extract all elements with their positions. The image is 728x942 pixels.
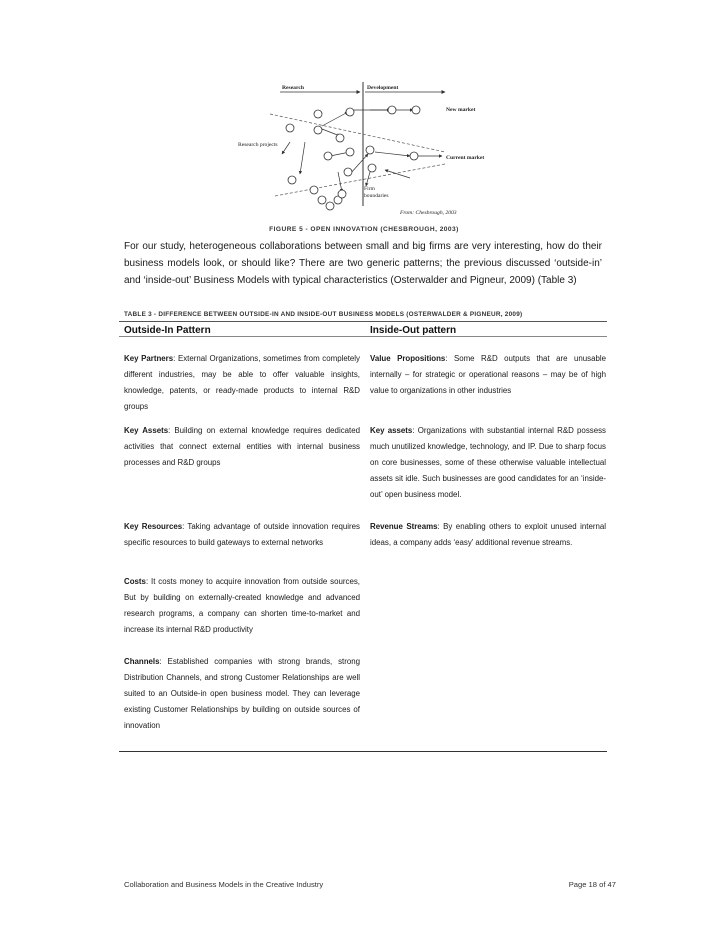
flow-arrow: [350, 154, 368, 174]
development-label: Development: [367, 85, 399, 91]
project-circle: [410, 152, 418, 160]
cell-text: : External Organizations, sometimes from completely different industries, may be able to offer valuable insights, knowledge, patents, or ready-made products to internal R&D groups: [124, 354, 361, 411]
cell-key-assets: [124, 423, 360, 471]
new-market-label: New market: [446, 107, 476, 113]
project-circle: [310, 186, 318, 194]
flow-arrow: [322, 112, 348, 126]
project-circle: [388, 106, 396, 114]
cell-key-partners: [124, 351, 360, 415]
project-circle: [314, 126, 322, 134]
cell-term: Key Partners: [124, 354, 174, 363]
page-number: Page 18 of 47: [568, 880, 616, 889]
cell-term: Revenue Streams: [370, 522, 438, 531]
project-circle: [366, 146, 374, 154]
flow-arrow: [300, 142, 305, 174]
table-bottom-rule: [119, 751, 607, 752]
header-inside-out: Inside-Out pattern: [370, 325, 457, 336]
project-circle: [324, 152, 332, 160]
project-circle: [286, 124, 294, 132]
source-label: From: Chesbrough, 2003: [400, 210, 457, 216]
flow-arrow: [338, 172, 342, 192]
cell-revenue-streams: [370, 519, 606, 551]
project-circle: [368, 164, 376, 172]
header-outside-in: Outside-In Pattern: [124, 325, 211, 336]
cell-text: : Building on external knowledge requires dedicated activities that connect external entities with internal business processes and R&D groups: [124, 426, 360, 467]
cell-text: : It costs money to acquire innovation from outside sources, But by building on externally-created knowledge and advanced research programs, a company can shorten time-to-market and increase its internal R&D productivity: [124, 577, 360, 634]
cell-text: : Established companies with strong brands, strong Distribution Channels, and strong Customer Relationships are well suited to an Outside-in open business model. They can leverage existing Customer Relationships by building on outside sources of innovation: [124, 657, 360, 730]
cell-term: Key Assets: [124, 426, 169, 435]
flow-arrow: [375, 152, 410, 156]
cell-text: : Some R&D outputs that are unusable internally – for strategic or operational reasons – may be of high value to organizations in other industries: [370, 354, 606, 395]
cell-term: Key Resources: [124, 522, 183, 531]
table-caption: TABLE 3 - DIFFERENCE BETWEEN OUTSIDE-IN AND INSIDE-OUT BUSINESS MODELS (OSTERWALDER & PIGNEUR, 2009): [124, 311, 523, 318]
cell-costs: [124, 574, 360, 638]
flow-arrow: [282, 142, 290, 154]
cell-text: : By enabling others to exploit unused internal ideas, a company adds ‘easy’ additional revenue streams.: [370, 522, 607, 547]
firm-boundaries-label: Firm: [364, 186, 375, 192]
cell-text: : Taking advantage of outside innovation requires specific resources to build gateways to external networks: [124, 522, 360, 547]
cell-key-resources: [124, 519, 360, 551]
flow-arrow: [366, 172, 370, 186]
project-circle: [336, 134, 344, 142]
research-projects-label: Research projects: [238, 142, 278, 148]
figure-caption: FIGURE 5 - OPEN INNOVATION (CHESBROUGH, 2003): [269, 226, 459, 233]
firm-boundaries-label: boundaries: [364, 193, 389, 199]
intro-paragraph: For our study, heterogeneous collaborations between small and big firms are very interesting, how do their business models look, or should like? There are two generic patterns; the previous discussed ‘outside-in’ and ‘inside-out’ Business Models with typical characteristics (Osterwalder and Pigneur, 2009) (Table 3): [124, 241, 602, 287]
cell-term: Costs: [124, 577, 146, 586]
project-circle: [412, 106, 420, 114]
project-circle: [344, 168, 352, 176]
cell-term: Key assets: [370, 426, 413, 435]
research-label: Research: [282, 85, 304, 91]
footer-title: Collaboration and Business Models in the Creative Industry: [124, 880, 324, 889]
table-header-rule: [119, 336, 607, 337]
current-market-label: Current market: [446, 155, 485, 161]
project-circle: [326, 202, 334, 210]
open-innovation-diagram: [230, 74, 490, 224]
project-circle: [346, 148, 354, 156]
project-circle: [338, 190, 346, 198]
cell-term: Value Propositions: [370, 354, 446, 363]
cell-text: : Organizations with substantial internal R&D possess much unutilized knowledge, technology, and IP. Due to sharp focus on core businesses, some of these otherwise valuable intellectual assets sit idle. Such businesses are good candidates for an ‘inside-out’ open business model.: [370, 426, 606, 499]
project-circle: [318, 196, 326, 204]
table-top-rule: [119, 321, 607, 322]
cell-term: Channels: [124, 657, 160, 666]
project-circle: [314, 110, 322, 118]
project-circle: [288, 176, 296, 184]
project-circle: [346, 108, 354, 116]
cell-channels: [124, 654, 360, 734]
flow-arrow: [385, 170, 410, 178]
cell-key-assets-inside: [370, 423, 606, 503]
cell-value-propositions: [370, 351, 606, 399]
funnel-upper: [270, 114, 445, 152]
